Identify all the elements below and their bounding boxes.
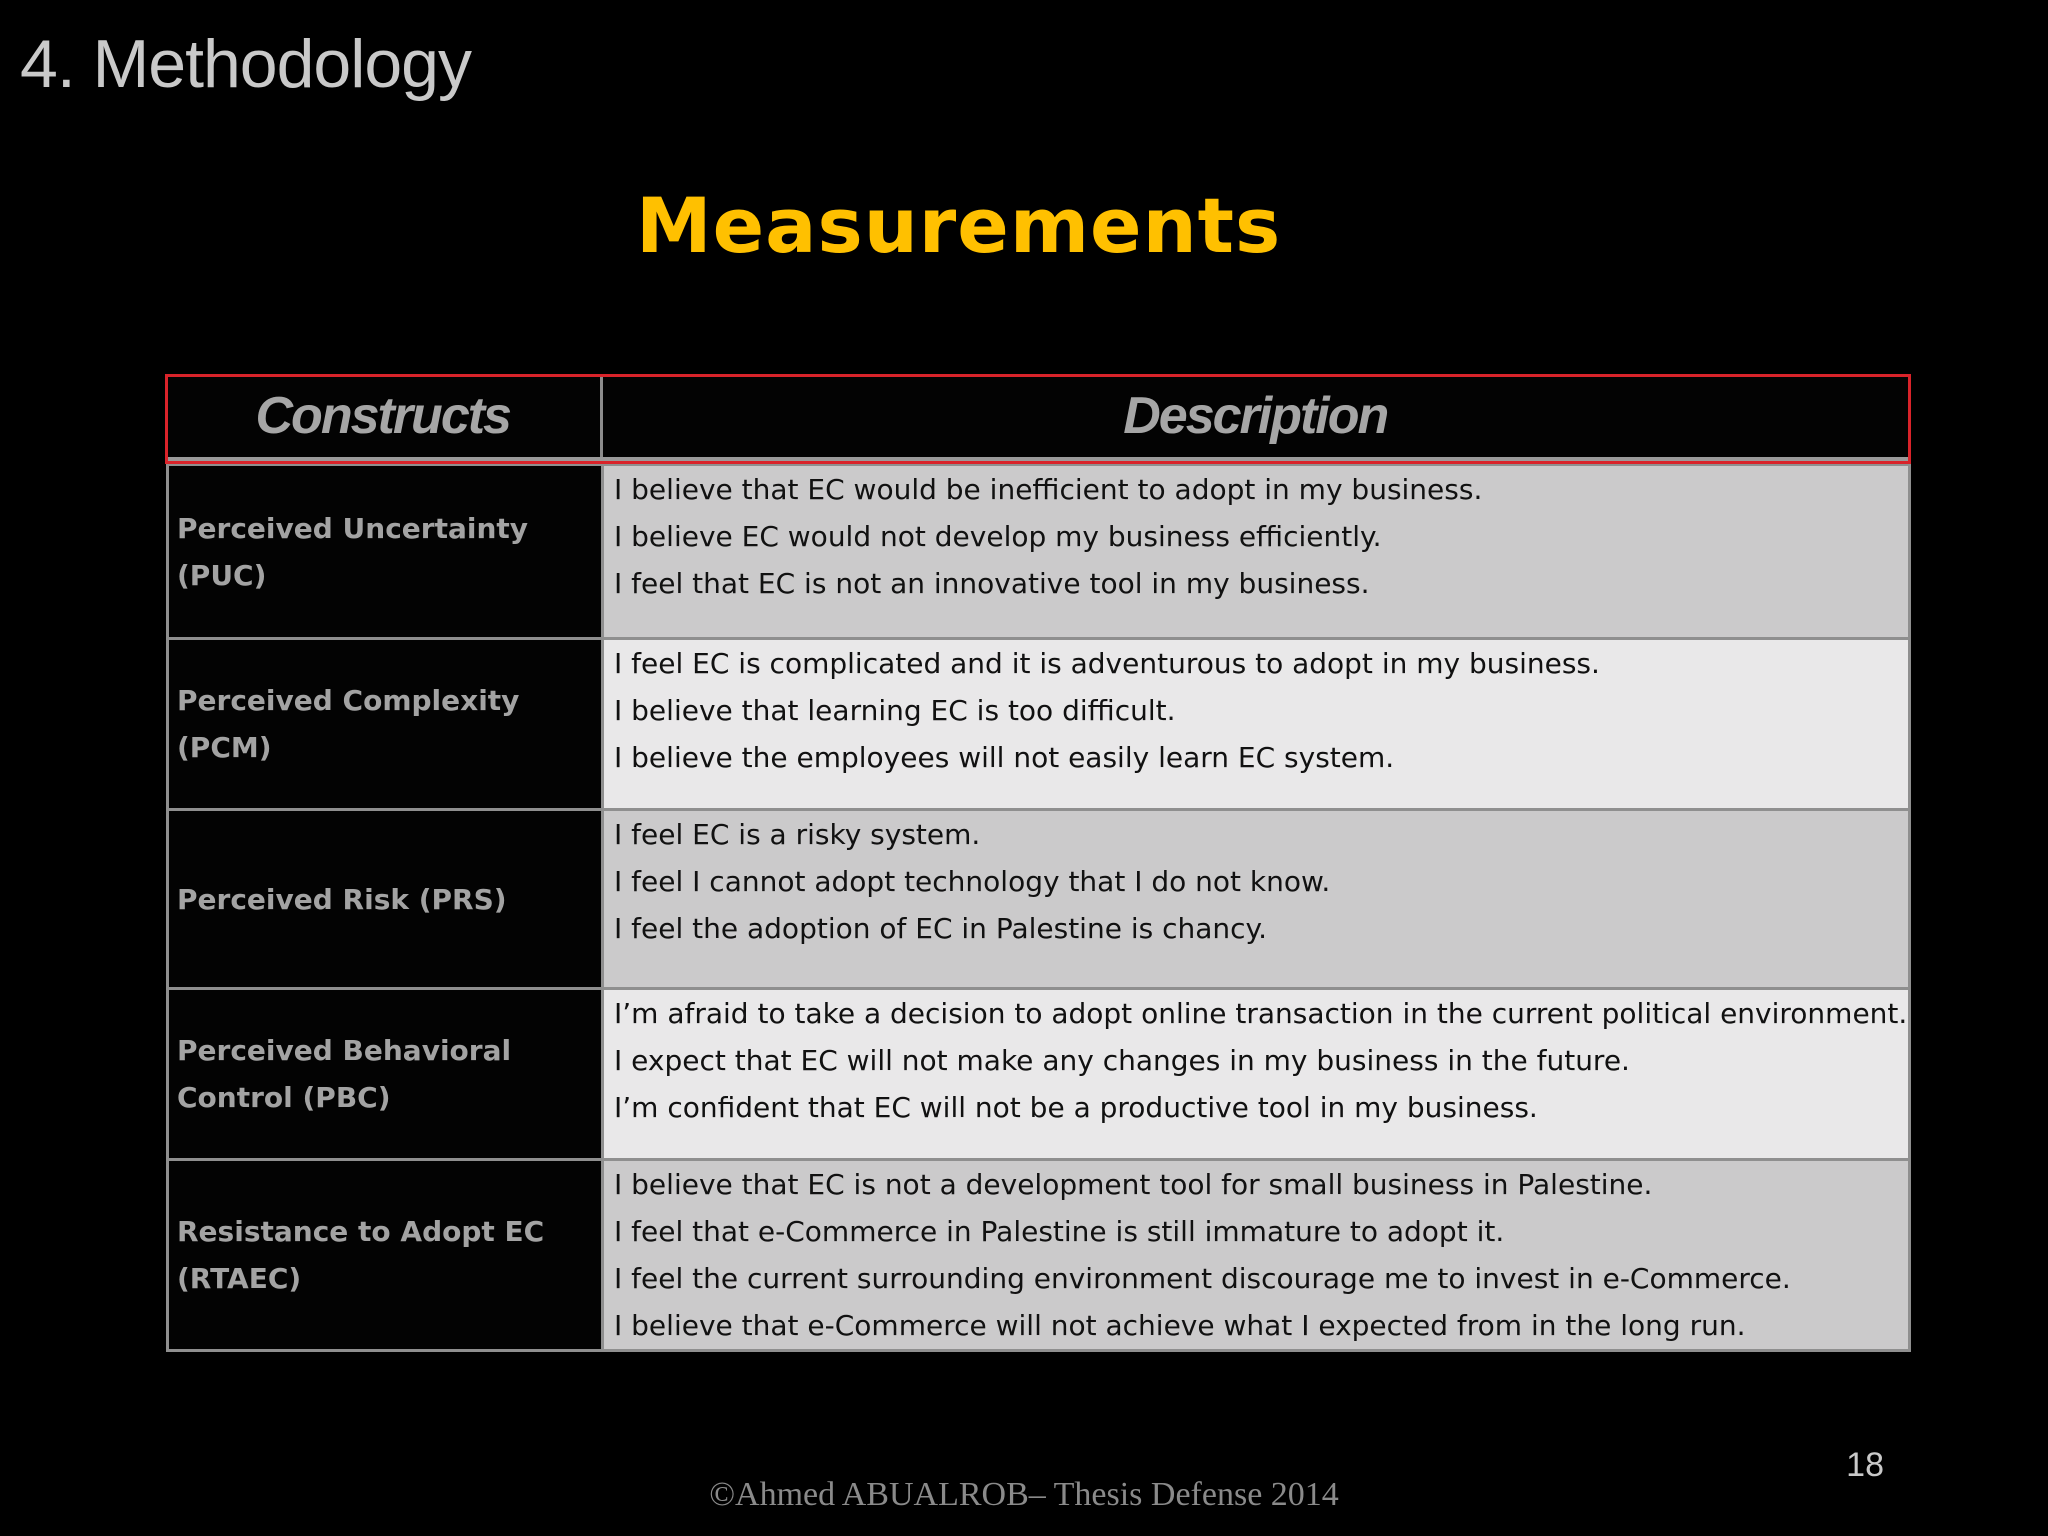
description-item: I believe that EC is not a development tool for small business in Palestine. — [614, 1168, 1653, 1201]
construct-cell: Perceived Behavioral Control (PBC) — [168, 989, 603, 1160]
table-row — [168, 810, 1910, 989]
description-item: I believe that e-Commerce will not achieve what I expected from in the long run. — [614, 1309, 1746, 1342]
description-item: I feel the current surrounding environment discourage me to invest in e-Commerce. — [614, 1262, 1791, 1295]
description-item: I feel the adoption of EC in Palestine is chancy. — [614, 912, 1268, 945]
column-header-description: Description — [601, 375, 1908, 457]
description-item: I feel that e-Commerce in Palestine is still immature to adopt it. — [614, 1215, 1505, 1248]
description-item: I believe EC would not develop my business efficiently. — [614, 520, 1382, 553]
table-header-row — [166, 375, 1908, 457]
footer-credit: ©Ahmed ABUALROB– Thesis Defense 2014 — [709, 1476, 1339, 1513]
description-cell — [603, 989, 1910, 1160]
construct-cell: Perceived Risk (PRS) — [168, 810, 603, 989]
table-row — [168, 1160, 1910, 1351]
table-row — [168, 989, 1910, 1160]
description-item: I’m afraid to take a decision to adopt online transaction in the current political environment. — [614, 997, 1908, 1030]
description-item: I believe the employees will not easily learn EC system. — [614, 741, 1395, 774]
construct-cell: Perceived Uncertainty (PUC) — [168, 465, 603, 639]
description-cell — [603, 639, 1910, 810]
description-item: I feel that EC is not an innovative tool in my business. — [614, 567, 1370, 600]
table-row — [168, 639, 1910, 810]
page-number: 18 — [1846, 1446, 1884, 1484]
construct-cell: Resistance to Adopt EC (RTAEC) — [168, 1160, 603, 1351]
description-item: I feel I cannot adopt technology that I do not know. — [614, 865, 1331, 898]
measurements-table — [166, 375, 1908, 1352]
table-row — [168, 465, 1910, 639]
description-cell — [603, 1160, 1910, 1351]
column-header-constructs: Constructs — [166, 375, 601, 457]
description-cell — [603, 810, 1910, 989]
section-title: 4. Methodology — [20, 26, 471, 102]
description-item: I believe that learning EC is too difficult. — [614, 694, 1176, 727]
slide-heading: Measurements — [636, 181, 1282, 270]
description-item: I feel EC is a risky system. — [614, 818, 981, 851]
description-item: I feel EC is complicated and it is adventurous to adopt in my business. — [614, 647, 1600, 680]
description-item: I expect that EC will not make any changes in my business in the future. — [614, 1044, 1630, 1077]
construct-cell: Perceived Complexity (PCM) — [168, 639, 603, 810]
description-item: I’m confident that EC will not be a productive tool in my business. — [614, 1091, 1538, 1124]
description-cell — [603, 465, 1910, 639]
description-item: I believe that EC would be inefficient to adopt in my business. — [614, 473, 1483, 506]
